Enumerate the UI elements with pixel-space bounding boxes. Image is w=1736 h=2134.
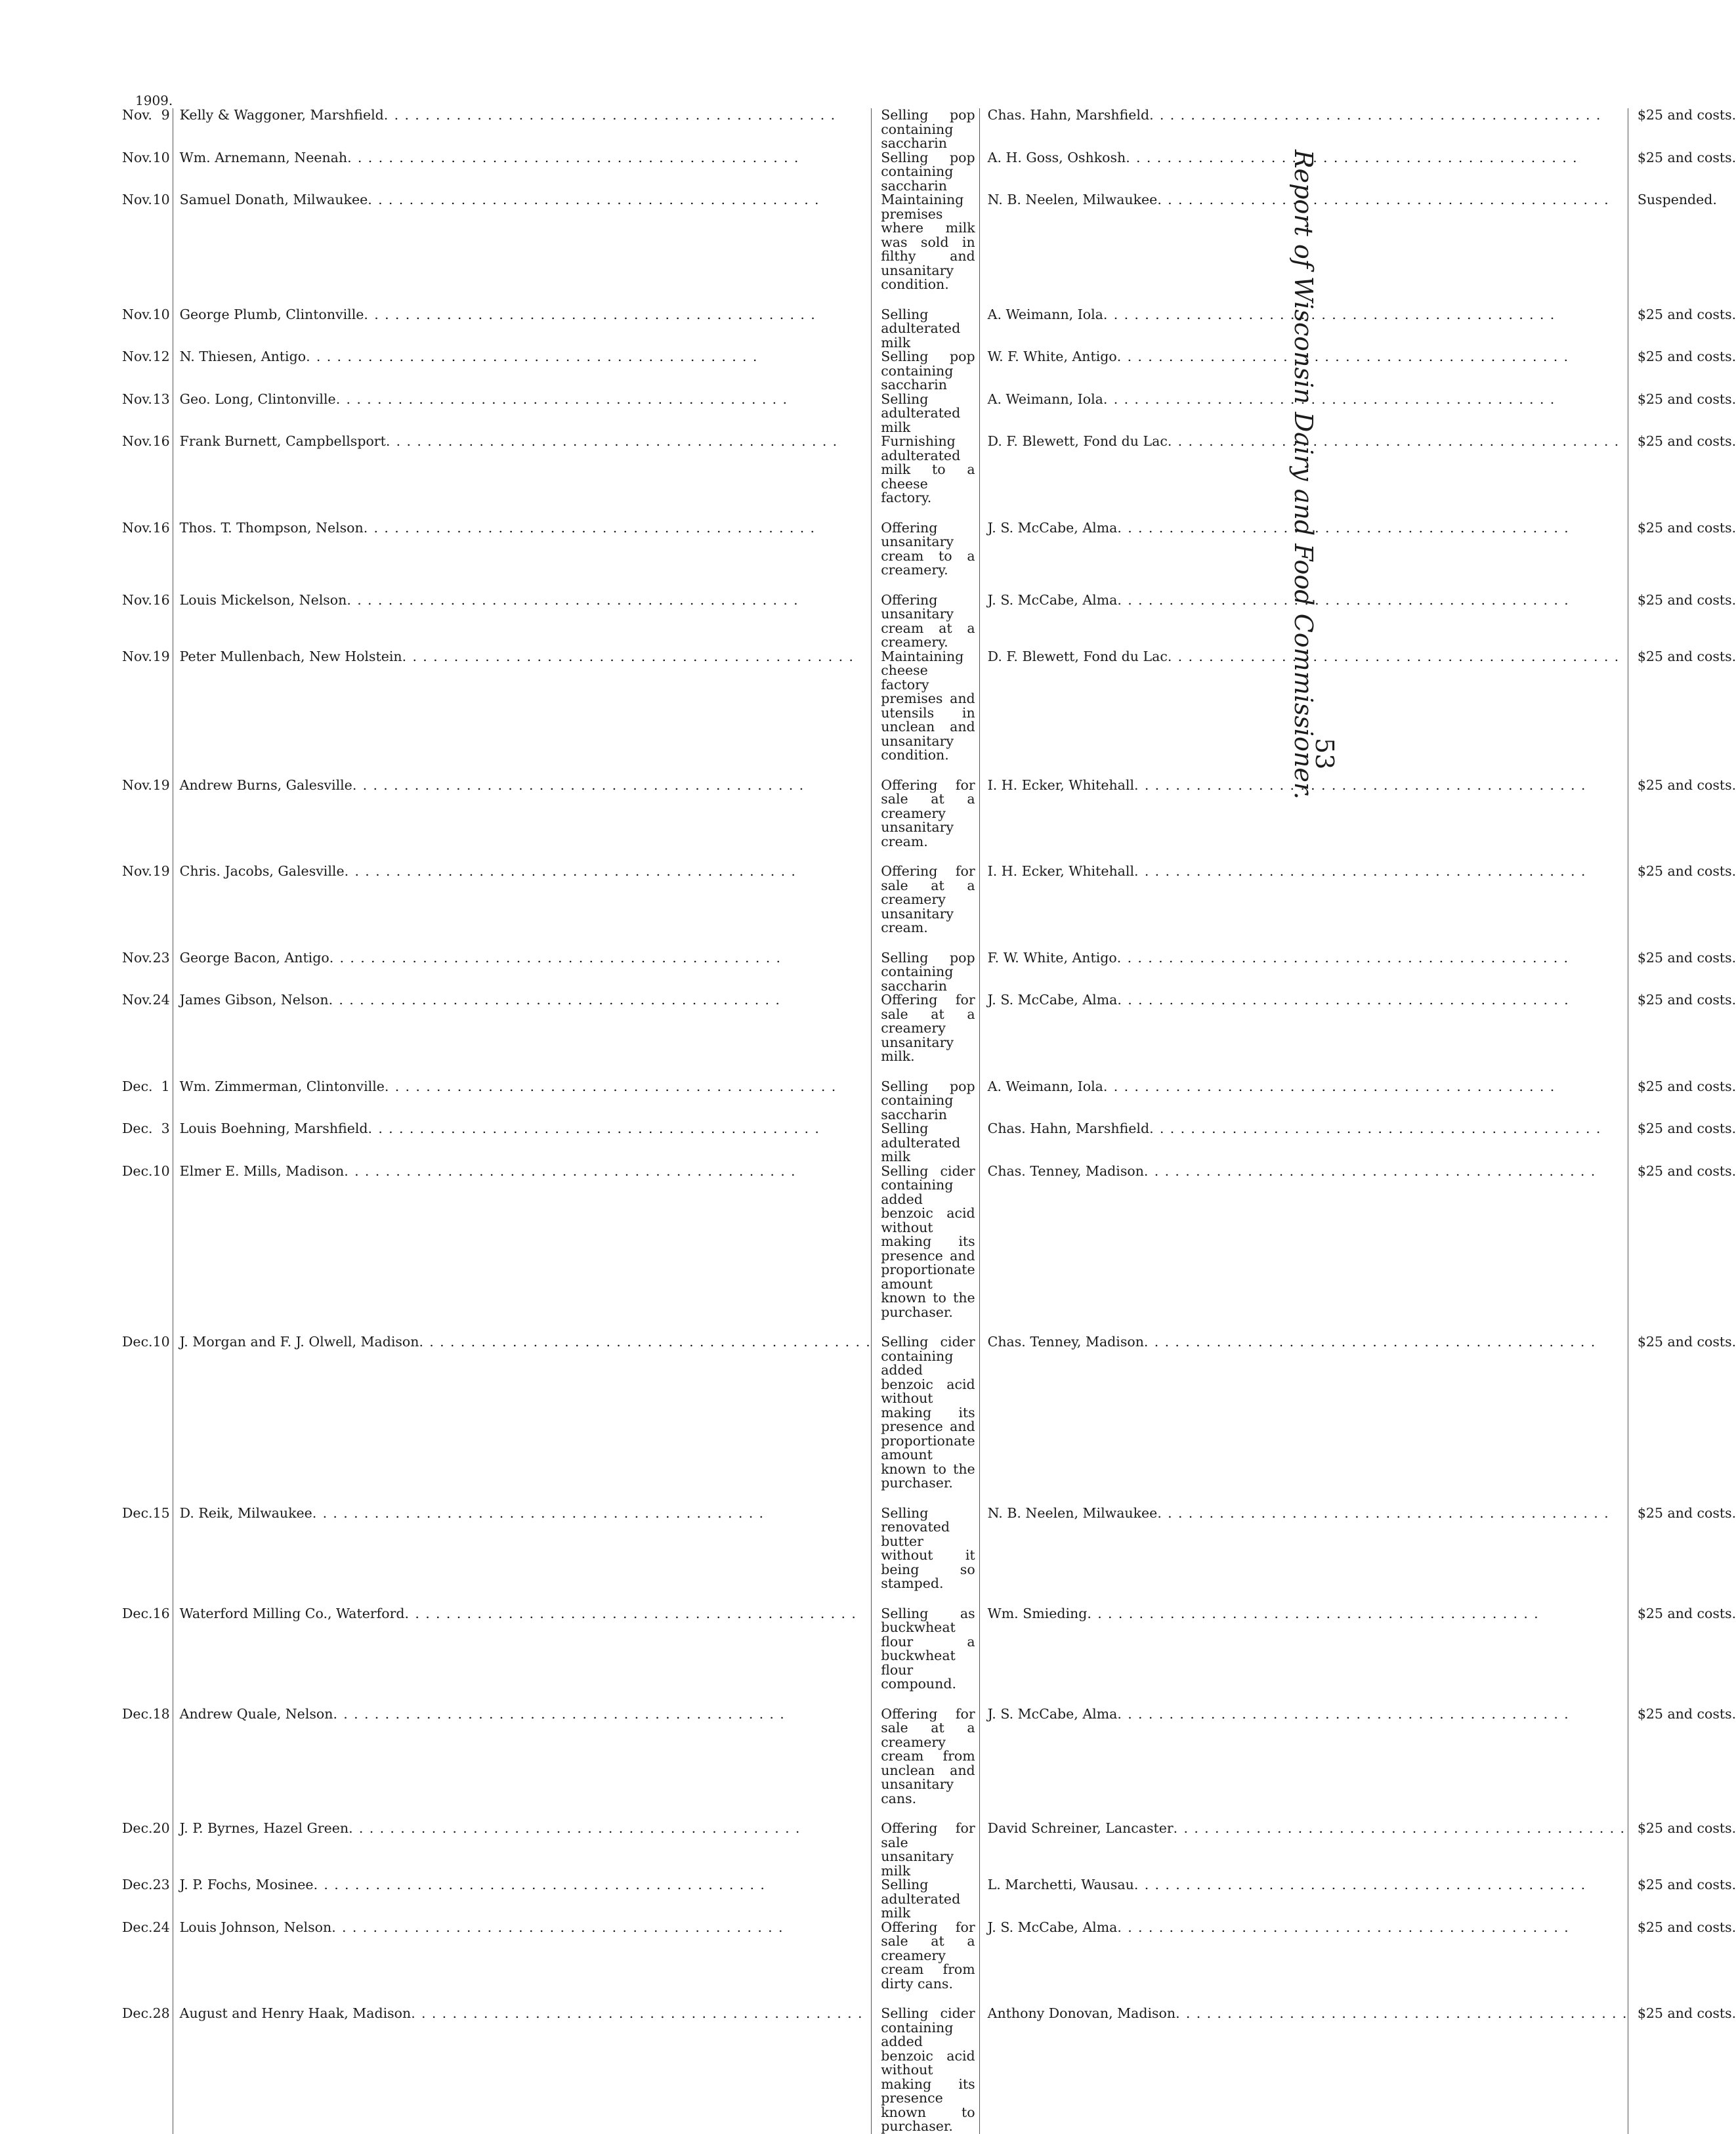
dot-leader: . . . . . . . . . . . . . . . . . . . . . . . . . . . . . . . . . . . . . . . . . . . .: [335, 391, 788, 407]
cell-day: 10: [153, 308, 173, 351]
table-row: [116, 435, 1736, 505]
cell-month: Dec.: [122, 1919, 153, 1935]
cell-defendant: [173, 1335, 872, 1491]
cell-defendant: [173, 350, 872, 393]
dot-leader: . . . . . . . . . . . . . . . . . . . . . . . . . . . . . . . . . . . . . . . . . . . .: [1116, 349, 1569, 364]
cell-month: Dec.: [122, 2005, 153, 2021]
cell-day: 12: [153, 350, 173, 393]
defendant-text: Wm. Zimmerman, Clintonville: [179, 1078, 385, 1094]
table-row: [116, 1335, 1736, 1491]
defendant-text: D. Reik, Milwaukee: [179, 1504, 312, 1521]
cell-fine: $25 and costs.: [1637, 1120, 1736, 1136]
table-row: [116, 993, 1736, 1064]
table-row: [116, 393, 1736, 435]
dot-leader: . . . . . . . . . . . . . . . . . . . . . . . . . . . . . . . . . . . . . . . . . . . .: [1116, 949, 1569, 966]
cell-offense: Selling pop containing saccharin: [872, 108, 979, 151]
cell-day: 20: [153, 1822, 173, 1878]
row-spacer: [116, 1064, 1736, 1080]
cell-offense: Offering for sale at a creamery cream from dirty cans.: [872, 1921, 979, 1992]
dot-leader: . . . . . . . . . . . . . . . . . . . . . . . . . . . . . . . . . . . . . . . . . . . .: [1134, 777, 1586, 793]
prosecutor-text: Anthony Donovan, Madison: [987, 2005, 1176, 2021]
cell-prosecutor: [979, 2007, 1628, 2134]
dot-leader: . . . . . . . . . . . . . . . . . . . . . . . . . . . . . . . . . . . . . . . . . . . .: [1117, 1705, 1570, 1722]
dot-leader: . . . . . . . . . . . . . . . . . . . . . . . . . . . . . . . . . . . . . . . . . . . .: [1087, 1605, 1540, 1621]
row-spacer: [116, 505, 1736, 521]
cell-offense: Selling adulterated milk: [872, 308, 979, 351]
table-row: [116, 193, 1736, 292]
cell-defendant: [173, 1607, 872, 1692]
dot-leader: . . . . . . . . . . . . . . . . . . . . . . . . . . . . . . . . . . . . . . . . . . . .: [1117, 1919, 1570, 1935]
cell-defendant: [173, 1122, 872, 1164]
cell-prosecutor: [979, 1164, 1628, 1320]
dot-leader: . . . . . . . . . . . . . . . . . . . . . . . . . . . . . . . . . . . . . . . . . . . .: [328, 992, 781, 1008]
cell-day: 24: [153, 993, 173, 1064]
cell-defendant: [173, 108, 872, 151]
defendant-text: J. Morgan and F. J. Olwell, Madison: [179, 1334, 419, 1350]
cell-day: 9: [153, 108, 173, 151]
cell-fine: $25 and costs.: [1637, 391, 1736, 407]
defendant-text: N. Thiesen, Antigo: [179, 349, 307, 364]
dot-leader: . . . . . . . . . . . . . . . . . . . . . . . . . . . . . . . . . . . . . . . . . . . .: [344, 863, 797, 879]
cell-month: Nov.: [122, 192, 152, 207]
cell-fine: Suspended.: [1637, 192, 1717, 207]
cell-fine: $25 and costs.: [1637, 949, 1736, 966]
cell-defendant: [173, 1707, 872, 1806]
cell-prosecutor: [979, 1878, 1628, 1921]
row-spacer: [116, 935, 1736, 951]
cell-month: Dec.: [122, 1120, 153, 1136]
cell-defendant: [173, 1164, 872, 1320]
cell-offense: Offering unsanitary cream at a creamery.: [872, 593, 979, 650]
prosecutor-text: D. F. Blewett, Fond du Lac: [987, 648, 1168, 664]
dot-leader: . . . . . . . . . . . . . . . . . . . . . . . . . . . . . . . . . . . . . . . . . . . .: [313, 1877, 766, 1892]
dot-leader: . . . . . . . . . . . . . . . . . . . . . . . . . . . . . . . . . . . . . . . . . . . .: [1157, 192, 1610, 207]
table-row: [116, 1506, 1736, 1591]
prosecutor-text: Chas. Tenney, Madison: [987, 1163, 1144, 1179]
cell-fine: $25 and costs.: [1637, 1605, 1736, 1621]
dot-leader: . . . . . . . . . . . . . . . . . . . . . . . . . . . . . . . . . . . . . . . . . . . .: [1117, 591, 1570, 608]
row-spacer: [116, 1991, 1736, 2007]
cell-fine: $25 and costs.: [1637, 1919, 1736, 1935]
table-row: [116, 864, 1736, 935]
cell-month: Dec.: [122, 1820, 153, 1836]
cell-offense: Selling pop containing saccharin: [872, 951, 979, 994]
cell-prosecutor: [979, 1506, 1628, 1591]
cell-month: Nov.: [122, 107, 152, 123]
dot-leader: . . . . . . . . . . . . . . . . . . . . . . . . . . . . . . . . . . . . . . . . . . . .: [411, 2005, 863, 2021]
cell-month: Nov.: [122, 777, 152, 793]
cell-defendant: [173, 650, 872, 763]
dot-leader: . . . . . . . . . . . . . . . . . . . . . . . . . . . . . . . . . . . . . . . . . . . .: [329, 949, 782, 966]
dot-leader: . . . . . . . . . . . . . . . . . . . . . . . . . . . . . . . . . . . . . . . . . . . .: [347, 591, 799, 608]
defendant-text: Chris. Jacobs, Galesville: [179, 863, 345, 879]
prosecutor-text: A. H. Goss, Oshkosh: [987, 149, 1126, 165]
cell-fine: $25 and costs.: [1637, 1334, 1736, 1350]
defendant-text: George Bacon, Antigo: [179, 949, 329, 966]
table-row: [116, 151, 1736, 194]
defendant-text: J. P. Fochs, Mosinee: [179, 1877, 314, 1892]
cell-offense: Offering for sale at a creamery unsanitary cream.: [872, 864, 979, 935]
cell-fine: $25 and costs.: [1637, 863, 1736, 879]
dot-leader: . . . . . . . . . . . . . . . . . . . . . . . . . . . . . . . . . . . . . . . . . . . .: [404, 1605, 857, 1621]
prosecutor-text: Chas. Tenney, Madison: [987, 1334, 1144, 1350]
row-spacer: [116, 292, 1736, 308]
row-spacer: [116, 1692, 1736, 1707]
defendant-text: Louis Mickelson, Nelson: [179, 591, 347, 608]
prosecutor-text: I. H. Ecker, Whitehall: [987, 777, 1135, 793]
prosecutor-text: I. H. Ecker, Whitehall: [987, 863, 1135, 879]
cell-day: 16: [153, 593, 173, 650]
cell-day: 19: [153, 779, 173, 849]
cell-fine: $25 and costs.: [1637, 648, 1736, 664]
defendant-text: Waterford Milling Co., Waterford: [179, 1605, 405, 1621]
table-row: [116, 1122, 1736, 1164]
cell-month: Dec.: [122, 1504, 153, 1521]
defendant-text: Wm. Arnemann, Neenah: [179, 149, 348, 165]
table-row: [116, 1921, 1736, 1992]
dot-leader: . . . . . . . . . . . . . . . . . . . . . . . . . . . . . . . . . . . . . . . . . . . .: [306, 349, 758, 364]
row-spacer: [116, 1491, 1736, 1506]
cell-offense: Selling adulterated milk: [872, 393, 979, 435]
cell-prosecutor: [979, 1607, 1628, 1692]
cell-prosecutor: [979, 108, 1628, 151]
dot-leader: . . . . . . . . . . . . . . . . . . . . . . . . . . . . . . . . . . . . . . . . . . . .: [352, 777, 805, 793]
cell-fine: $25 and costs.: [1637, 1820, 1736, 1836]
cell-defendant: [173, 308, 872, 351]
cell-offense: Maintaining cheese factory premises and utensils in unclean and unsanitary condition.: [872, 650, 979, 763]
prosecutor-text: L. Marchetti, Wausau: [987, 1877, 1134, 1892]
table-row: [116, 650, 1736, 763]
cell-fine: $25 and costs.: [1637, 149, 1736, 165]
cell-month: Nov.: [122, 949, 152, 966]
cell-defendant: [173, 1080, 872, 1122]
page-number: 53: [1310, 738, 1339, 770]
cell-offense: Furnishing adulterated milk to a cheese factory.: [872, 435, 979, 505]
cell-day: 10: [153, 151, 173, 194]
dot-leader: . . . . . . . . . . . . . . . . . . . . . . . . . . . . . . . . . . . . . . . . . . . .: [363, 519, 816, 536]
dot-leader: . . . . . . . . . . . . . . . . . . . . . . . . . . . . . . . . . . . . . . . . . . . .: [1173, 1820, 1626, 1836]
cell-offense: Maintaining premises where milk was sold in filthy and unsanitary condition.: [872, 193, 979, 292]
dot-leader: . . . . . . . . . . . . . . . . . . . . . . . . . . . . . . . . . . . . . . . . . . . .: [1126, 149, 1578, 165]
dot-leader: . . . . . . . . . . . . . . . . . . . . . . . . . . . . . . . . . . . . . . . . . . . .: [1143, 1334, 1596, 1350]
cell-day: 16: [153, 1607, 173, 1692]
cell-month: Nov.: [122, 306, 152, 322]
defendant-text: Peter Mullenbach, New Holstein: [179, 648, 402, 664]
cell-offense: Selling cider containing added benzoic acid without making its presence known to purchaser.: [872, 2007, 979, 2134]
dot-leader: . . . . . . . . . . . . . . . . . . . . . . . . . . . . . . . . . . . . . . . . . . . .: [1175, 2005, 1628, 2021]
prosecutor-text: J. S. McCabe, Alma: [987, 591, 1118, 608]
cell-defendant: [173, 951, 872, 994]
defendant-text: Thos. T. Thompson, Nelson: [179, 519, 364, 536]
cell-offense: Selling adulterated milk: [872, 1122, 979, 1164]
dot-leader: . . . . . . . . . . . . . . . . . . . . . . . . . . . . . . . . . . . . . . . . . . . .: [1149, 107, 1601, 123]
cell-month: Dec.: [122, 1877, 153, 1892]
dot-leader: . . . . . . . . . . . . . . . . . . . . . . . . . . . . . . . . . . . . . . . . . . . .: [1117, 992, 1570, 1008]
cell-prosecutor: [979, 1335, 1628, 1491]
cell-offense: Offering for sale at a creamery unsanitary milk.: [872, 993, 979, 1064]
cell-offense: Offering for sale at a creamery cream from unclean and unsanitary cans.: [872, 1707, 979, 1806]
dot-leader: . . . . . . . . . . . . . . . . . . . . . . . . . . . . . . . . . . . . . . . . . . . .: [312, 1504, 765, 1521]
dot-leader: . . . . . . . . . . . . . . . . . . . . . . . . . . . . . . . . . . . . . . . . . . . .: [383, 107, 836, 123]
cell-day: 13: [153, 393, 173, 435]
running-head: Report of Wisconsin Dairy and Food Commissioner.: [1289, 150, 1318, 800]
cell-month: Nov.: [122, 349, 152, 364]
cell-defendant: [173, 1506, 872, 1591]
defendant-text: Andrew Burns, Galesville: [179, 777, 352, 793]
cell-day: 15: [153, 1506, 173, 1591]
defendant-text: Elmer E. Mills, Madison: [179, 1163, 345, 1179]
cell-month: Dec.: [122, 1078, 153, 1094]
cell-defendant: [173, 1921, 872, 1992]
table-row: [116, 951, 1736, 994]
table-row: [116, 1707, 1736, 1806]
prosecutor-text: N. B. Neelen, Milwaukee: [987, 1504, 1158, 1521]
cell-month: Nov.: [122, 863, 152, 879]
dot-leader: . . . . . . . . . . . . . . . . . . . . . . . . . . . . . . . . . . . . . . . . . . . .: [1143, 1163, 1596, 1179]
cell-prosecutor: [979, 1122, 1628, 1164]
cell-day: 3: [153, 1122, 173, 1164]
cell-defendant: [173, 435, 872, 505]
cell-day: 28: [153, 2007, 173, 2134]
dot-leader: . . . . . . . . . . . . . . . . . . . . . . . . . . . . . . . . . . . . . . . . . . . .: [364, 306, 816, 322]
cell-offense: Selling adulterated milk: [872, 1878, 979, 1921]
dot-leader: . . . . . . . . . . . . . . . . . . . . . . . . . . . . . . . . . . . . . . . . . . . .: [349, 1820, 801, 1836]
row-spacer: [116, 763, 1736, 779]
prosecutor-text: J. S. McCabe, Alma: [987, 1705, 1118, 1722]
cell-day: 23: [153, 1878, 173, 1921]
cell-defendant: [173, 864, 872, 935]
cell-defendant: [173, 521, 872, 578]
cell-offense: Selling as buckwheat flour a buckwheat flour compound.: [872, 1607, 979, 1692]
dot-leader: . . . . . . . . . . . . . . . . . . . . . . . . . . . . . . . . . . . . . . . . . . . .: [331, 1919, 784, 1935]
cell-fine: $25 and costs.: [1637, 1078, 1736, 1094]
cell-month: Nov.: [122, 149, 152, 165]
cell-fine: $25 and costs.: [1637, 107, 1736, 123]
prosecutor-text: J. S. McCabe, Alma: [987, 1919, 1118, 1935]
cell-fine: $25 and costs.: [1637, 306, 1736, 322]
prosecutor-text: J. S. McCabe, Alma: [987, 992, 1118, 1008]
cell-prosecutor: [979, 993, 1628, 1064]
prosecutor-text: Chas. Hahn, Marshfield: [987, 107, 1150, 123]
prosecutor-text: A. Weimann, Iola: [987, 1078, 1103, 1094]
cell-defendant: [173, 393, 872, 435]
dot-leader: . . . . . . . . . . . . . . . . . . . . . . . . . . . . . . . . . . . . . . . . . . . .: [1117, 519, 1570, 536]
cell-day: 18: [153, 1707, 173, 1806]
row-spacer: [116, 1806, 1736, 1822]
prosecutor-text: N. B. Neelen, Milwaukee: [987, 192, 1158, 207]
dot-leader: . . . . . . . . . . . . . . . . . . . . . . . . . . . . . . . . . . . . . . . . . . . .: [384, 1078, 837, 1094]
cell-month: Nov.: [122, 591, 152, 608]
dot-leader: . . . . . . . . . . . . . . . . . . . . . . . . . . . . . . . . . . . . . . . . . . . .: [368, 192, 820, 207]
cell-day: 24: [153, 1921, 173, 1992]
table-row: [116, 1878, 1736, 1921]
defendant-text: August and Henry Haak, Madison: [179, 2005, 412, 2021]
table-row: [116, 1607, 1736, 1692]
cell-day: 23: [153, 951, 173, 994]
cell-offense: Selling renovated butter without it being so stamped.: [872, 1506, 979, 1591]
cell-defendant: [173, 593, 872, 650]
dot-leader: . . . . . . . . . . . . . . . . . . . . . . . . . . . . . . . . . . . . . . . . . . . .: [344, 1163, 796, 1179]
cell-offense: Selling pop containing saccharin: [872, 151, 979, 194]
dot-leader: . . . . . . . . . . . . . . . . . . . . . . . . . . . . . . . . . . . . . . . . . . . .: [333, 1705, 786, 1722]
cell-fine: $25 and costs.: [1637, 1705, 1736, 1722]
cell-fine: $25 and costs.: [1637, 992, 1736, 1008]
cell-offense: Selling pop containing saccharin: [872, 1080, 979, 1122]
year-heading: 1909.: [135, 93, 173, 108]
row-spacer: [116, 1591, 1736, 1607]
cell-month: Nov.: [122, 519, 152, 536]
cell-day: 16: [153, 521, 173, 578]
defendant-text: James Gibson, Nelson: [179, 992, 329, 1008]
cell-fine: $25 and costs.: [1637, 591, 1736, 608]
cell-prosecutor: [979, 1080, 1628, 1122]
cell-prosecutor: [979, 1921, 1628, 1992]
cell-offense: Selling pop containing saccharin: [872, 350, 979, 393]
cell-fine: $25 and costs.: [1637, 433, 1736, 449]
table-row: [116, 779, 1736, 849]
cell-offense: Offering unsanitary cream to a creamery.: [872, 521, 979, 578]
cell-day: 19: [153, 650, 173, 763]
cell-prosecutor: [979, 951, 1628, 994]
cell-offense: Selling cider containing added benzoic acid without making its presence and proportionate amount known to the purchaser.: [872, 1335, 979, 1491]
defendant-text: Andrew Quale, Nelson: [179, 1705, 333, 1722]
dot-leader: . . . . . . . . . . . . . . . . . . . . . . . . . . . . . . . . . . . . . . . . . . . .: [1157, 1504, 1610, 1521]
table-body: [116, 108, 1736, 2134]
cell-day: 16: [153, 435, 173, 505]
cell-fine: $25 and costs.: [1637, 777, 1736, 793]
cell-offense: Offering for sale at a creamery unsanitary cream.: [872, 779, 979, 849]
table-row: [116, 350, 1736, 393]
table-row: [116, 593, 1736, 650]
table-row: [116, 521, 1736, 578]
cell-month: Nov.: [122, 648, 152, 664]
cell-day: 10: [153, 193, 173, 292]
cell-prosecutor: [979, 1707, 1628, 1806]
dot-leader: . . . . . . . . . . . . . . . . . . . . . . . . . . . . . . . . . . . . . . . . . . . .: [1103, 306, 1556, 322]
cell-fine: $25 and costs.: [1637, 519, 1736, 536]
table-row: [116, 2007, 1736, 2134]
row-spacer: [116, 1319, 1736, 1335]
defendant-text: Samuel Donath, Milwaukee: [179, 192, 368, 207]
dot-leader: . . . . . . . . . . . . . . . . . . . . . . . . . . . . . . . . . . . . . . . . . . . .: [1134, 863, 1586, 879]
cell-fine: $25 and costs.: [1637, 2005, 1736, 2021]
defendant-text: Geo. Long, Clintonville: [179, 391, 336, 407]
dot-leader: . . . . . . . . . . . . . . . . . . . . . . . . . . . . . . . . . . . . . . . . . . . .: [347, 149, 799, 165]
dot-leader: . . . . . . . . . . . . . . . . . . . . . . . . . . . . . . . . . . . . . . . . . . . .: [1103, 391, 1556, 407]
cell-defendant: [173, 2007, 872, 2134]
cell-fine: $25 and costs.: [1637, 1163, 1736, 1179]
cell-month: Nov.: [122, 992, 152, 1008]
prosecutor-text: A. Weimann, Iola: [987, 306, 1103, 322]
cell-day: 10: [153, 1164, 173, 1320]
cell-defendant: [173, 1878, 872, 1921]
prosecutor-text: A. Weimann, Iola: [987, 391, 1103, 407]
dot-leader: . . . . . . . . . . . . . . . . . . . . . . . . . . . . . . . . . . . . . . . . . . . .: [1133, 1877, 1586, 1892]
cell-month: Nov.: [122, 433, 152, 449]
cell-defendant: [173, 779, 872, 849]
cell-month: Dec.: [122, 1705, 153, 1722]
defendant-text: Frank Burnett, Campbellsport: [179, 433, 386, 449]
prosecutor-text: F. W. White, Antigo: [987, 949, 1117, 966]
cell-fine: $25 and costs.: [1637, 349, 1736, 364]
row-spacer: [116, 578, 1736, 593]
dot-leader: . . . . . . . . . . . . . . . . . . . . . . . . . . . . . . . . . . . . . . . . . . . .: [368, 1120, 820, 1136]
table-row: [116, 1164, 1736, 1320]
cell-offense: Offering for sale unsanitary milk: [872, 1822, 979, 1878]
dot-leader: . . . . . . . . . . . . . . . . . . . . . . . . . . . . . . . . . . . . . . . . . . . .: [1167, 433, 1620, 449]
cell-month: Dec.: [122, 1605, 153, 1621]
cell-defendant: [173, 993, 872, 1064]
cell-defendant: [173, 151, 872, 194]
defendant-text: George Plumb, Clintonville: [179, 306, 364, 322]
prosecutor-text: W. F. White, Antigo: [987, 349, 1117, 364]
cell-prosecutor: [979, 864, 1628, 935]
prosecutions-table: [116, 108, 1736, 2134]
table-row: [116, 1822, 1736, 1878]
cell-day: 1: [153, 1080, 173, 1122]
table-row: [116, 108, 1736, 151]
cell-prosecutor: [979, 1822, 1628, 1878]
prosecutor-text: D. F. Blewett, Fond du Lac: [987, 433, 1168, 449]
prosecutor-text: Wm. Smieding: [987, 1605, 1088, 1621]
table-row: [116, 1080, 1736, 1122]
defendant-text: Kelly & Waggoner, Marshfield: [179, 107, 384, 123]
dot-leader: . . . . . . . . . . . . . . . . . . . . . . . . . . . . . . . . . . . . . . . . . . . .: [1103, 1078, 1556, 1094]
prosecutor-text: J. S. McCabe, Alma: [987, 519, 1118, 536]
cell-day: 19: [153, 864, 173, 935]
prosecutor-text: Chas. Hahn, Marshfield: [987, 1120, 1150, 1136]
cell-month: Nov.: [122, 391, 152, 407]
defendant-text: Louis Boehning, Marshfield: [179, 1120, 368, 1136]
cell-day: 10: [153, 1335, 173, 1491]
cell-defendant: [173, 193, 872, 292]
cell-offense: Selling cider containing added benzoic acid without making its presence and proportionate amount known to the purchaser.: [872, 1164, 979, 1320]
prosecutor-text: David Schreiner, Lancaster: [987, 1820, 1174, 1836]
cell-fine: $25 and costs.: [1637, 1504, 1736, 1521]
row-spacer: [116, 849, 1736, 864]
dot-leader: . . . . . . . . . . . . . . . . . . . . . . . . . . . . . . . . . . . . . . . . . . . .: [419, 1334, 872, 1350]
defendant-text: J. P. Byrnes, Hazel Green: [179, 1820, 349, 1836]
cell-defendant: [173, 1822, 872, 1878]
dot-leader: . . . . . . . . . . . . . . . . . . . . . . . . . . . . . . . . . . . . . . . . . . . .: [385, 433, 838, 449]
cell-month: Dec.: [122, 1163, 153, 1179]
cell-month: Dec.: [122, 1334, 153, 1350]
cell-fine: $25 and costs.: [1637, 1877, 1736, 1892]
dot-leader: . . . . . . . . . . . . . . . . . . . . . . . . . . . . . . . . . . . . . . . . . . . .: [1167, 648, 1620, 664]
table-row: [116, 308, 1736, 351]
dot-leader: . . . . . . . . . . . . . . . . . . . . . . . . . . . . . . . . . . . . . . . . . . . .: [402, 648, 855, 664]
defendant-text: Louis Johnson, Nelson: [179, 1919, 332, 1935]
dot-leader: . . . . . . . . . . . . . . . . . . . . . . . . . . . . . . . . . . . . . . . . . . . .: [1149, 1120, 1601, 1136]
